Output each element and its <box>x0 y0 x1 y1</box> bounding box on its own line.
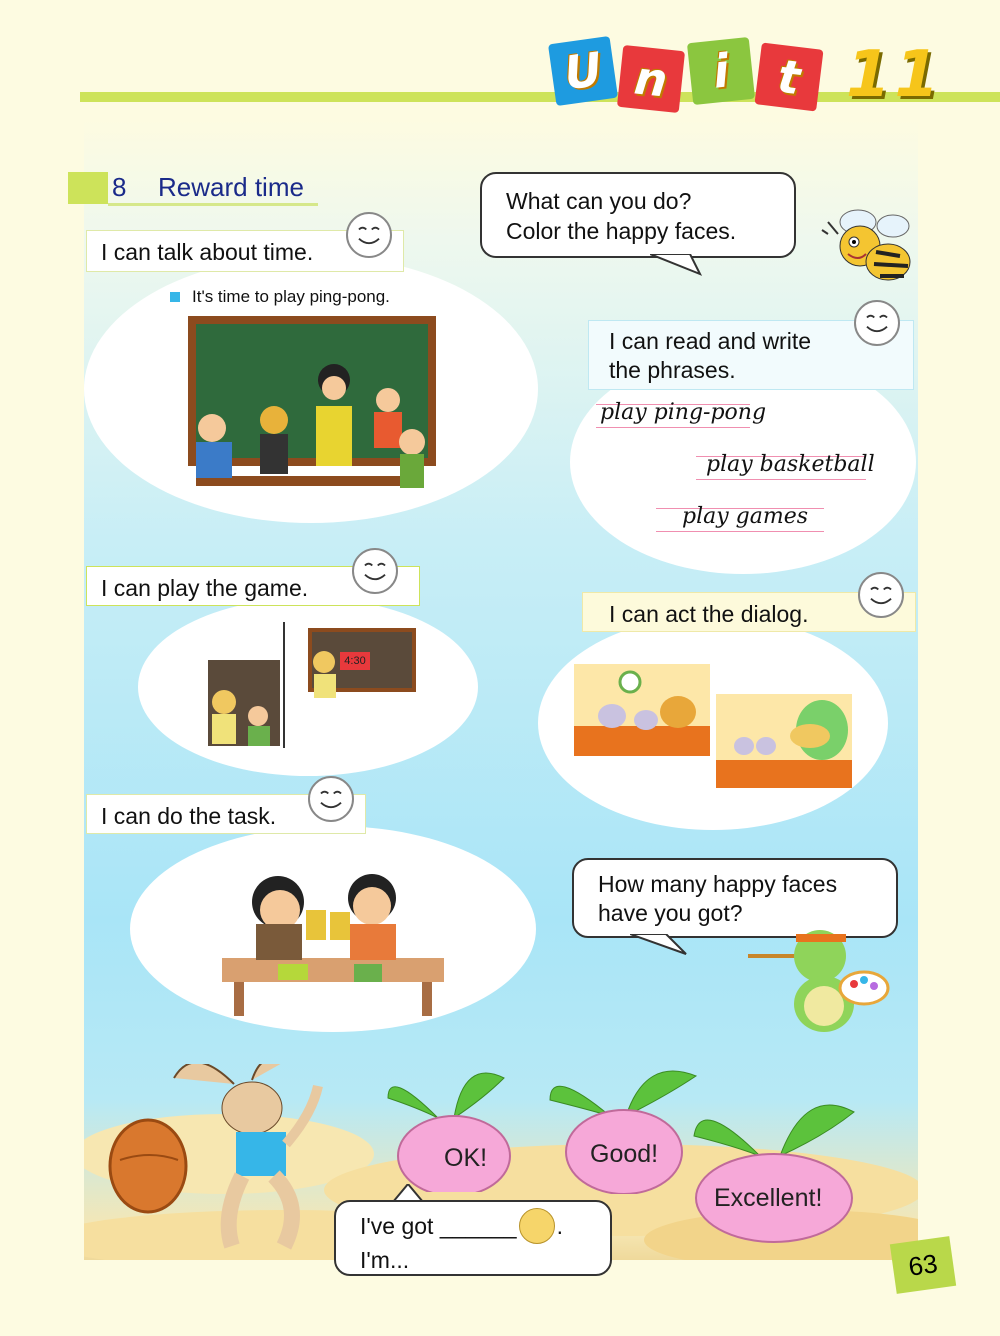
unit-letter-t <box>754 42 823 111</box>
section-number: 8 <box>112 172 127 202</box>
result-got-text: I've got ______ <box>360 1212 517 1239</box>
unit-letter-n-text: n <box>631 50 671 108</box>
happy-face-icon <box>519 1208 555 1244</box>
unit-number: 11 <box>846 38 944 112</box>
happy-face-act-dialog[interactable] <box>858 572 904 618</box>
read-write-line-1: I can read and write <box>609 328 812 354</box>
section-title: Reward time <box>158 172 304 202</box>
happy-face-icon <box>348 214 390 256</box>
unit-letter-i <box>687 37 755 105</box>
prompt-speech-bubble <box>480 172 796 258</box>
rating-excellent: Excellent! <box>714 1184 823 1212</box>
turtle-painter-illustration <box>740 920 890 1038</box>
unit-letter-n <box>617 45 685 113</box>
phrase-basketball: play basketball <box>706 452 875 477</box>
phrase-games: play games <box>682 504 809 529</box>
prompt-line-1: What can you do? <box>506 188 692 214</box>
section-underline <box>108 203 318 206</box>
result-period: . <box>556 1212 563 1239</box>
happy-face-icon <box>860 574 902 616</box>
count-line-1: How many happy faces <box>598 871 838 897</box>
count-line-2: have you got? <box>598 900 743 926</box>
can-do-play-game-label: I can play the game. <box>86 566 420 606</box>
unit-letter-u-text: U <box>560 41 606 101</box>
result-speech-bubble <box>334 1200 612 1276</box>
result-line-2: I'm... <box>360 1247 410 1273</box>
result-line-1 <box>360 1208 586 1244</box>
section-tab <box>68 172 108 204</box>
rating-ok: OK! <box>444 1144 488 1172</box>
prompt-line-2: Color the happy faces. <box>506 218 737 244</box>
happy-face-icon <box>856 302 898 344</box>
unit-letter-i-text: i <box>710 43 732 99</box>
turnip-good-illustration <box>540 1062 710 1194</box>
can-do-task-label: I can do the task. <box>86 794 366 834</box>
can-do-talk-about-time-label: I can talk about time. <box>86 230 404 272</box>
happy-face-read-write[interactable] <box>854 300 900 346</box>
unit-letter-u <box>548 36 618 106</box>
happy-face-icon <box>310 778 352 820</box>
turnip-excellent-illustration <box>690 1086 860 1246</box>
happy-face-play-game[interactable] <box>352 548 398 594</box>
can-do-act-dialog-label: I can act the dialog. <box>582 592 916 632</box>
bee-illustration <box>818 204 918 288</box>
act-dialog-illustration <box>574 664 854 788</box>
do-task-illustration <box>222 868 446 1018</box>
rabbit-with-basket-illustration <box>104 1064 344 1256</box>
read-write-line-2: the phrases. <box>609 357 736 383</box>
game-clock-label: 4:30 <box>340 652 370 670</box>
happy-face-talk-about-time[interactable] <box>346 212 392 258</box>
classroom-blackboard-illustration <box>176 316 438 504</box>
happy-face-icon <box>354 550 396 592</box>
page-number: 63 <box>890 1236 956 1294</box>
caption-bullet-icon <box>170 292 180 302</box>
time-caption: It's time to play ping-pong. <box>192 287 390 306</box>
prompt-bubble-tail <box>650 254 710 276</box>
happy-face-do-task[interactable] <box>308 776 354 822</box>
rating-good: Good! <box>590 1140 659 1168</box>
count-bubble-tail <box>630 934 690 956</box>
play-game-illustration <box>206 622 416 748</box>
phrase-ping-pong: play ping-pong <box>600 400 767 425</box>
unit-letter-t-text: t <box>774 48 804 106</box>
